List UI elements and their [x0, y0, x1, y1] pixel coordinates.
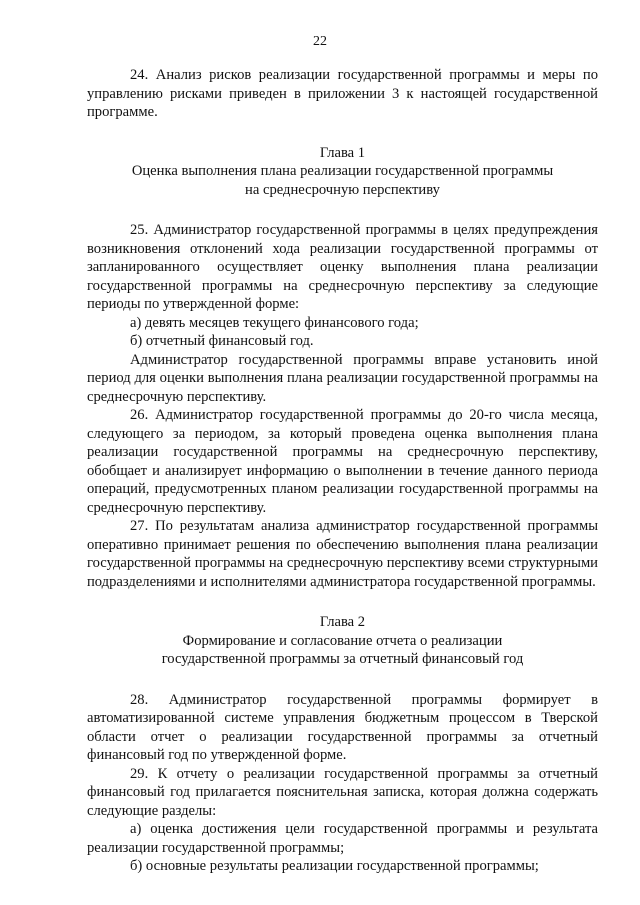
chapter-2-title-line-2: государственной программы за отчетный финансовый год [161, 651, 524, 667]
paragraph-24: 24. Анализ рисков реализации государственной программы и меры по управлению рисками приведен в приложении 3 к настоящей государственной программе. [87, 67, 598, 120]
chapter-1-number: Глава 1 [319, 144, 366, 161]
paragraph-25: 25. Администратор государственной программы в целях предупреждения возникновения отклонений хода реализации государственной программы от запланированного осуществляет оценку выполнения плана реализации государственной программы на среднесрочную перспективу за следующие периоды по утвержденной форме: [87, 222, 598, 312]
paragraph-27: 27. По результатам анализа администратор государственной программы оперативно принимает решения по обеспечению выполнения плана реализации государственной программы на среднесрочную перспективу всеми структурными подразделениями и исполнителями администратора государственной программы. [87, 518, 598, 590]
chapter-1-title-line-2: на среднесрочную перспективу [245, 181, 440, 198]
chapter-2-number: Глава 2 [319, 614, 366, 630]
document-body [87, 66, 598, 876]
paragraph-28: 28. Администратор государственной программы формирует в автоматизированной системе управления бюджетным процессом в Тверской области отчет о реализации государственной программы за отчетный финансовый год по утвержденной форме. [87, 691, 598, 763]
paragraph-29: 29. К отчету о реализации государственной программы за отчетный финансовый год прилагается пояснительная записка, которая должна содержать следующие разделы: [87, 765, 598, 819]
page-number: 22 [313, 34, 327, 49]
list-item-a-goal-assessment: а) оценка достижения цели государственной программы и результата реализации государственной программы; [87, 821, 598, 856]
list-item-b-main-results: б) основные результаты реализации государственной программы; [130, 858, 539, 874]
paragraph-administrator-period: Администратор государственной программы вправе установить иной период для оценки выполнения плана реализации государственной программы на среднесрочную перспективу. [87, 351, 598, 405]
chapter-1-title-line-1: Оценка выполнения плана реализации государственной программы [131, 163, 554, 179]
list-item-b-reporting-year: б) отчетный финансовый год. [130, 333, 314, 349]
chapter-2-title-line-1: Формирование и согласование отчета о реализации [182, 632, 503, 649]
list-item-a-nine-months: а) девять месяцев текущего финансового года; [130, 314, 419, 331]
paragraph-26: 26. Администратор государственной программы до 20-го числа месяца, следующего за периодом, за который проведена оценка выполнения плана реализации государственной программы на среднесрочную перспективу, обобщает и анализирует информацию о выполнении в течение данного периода операций, предусмотренных планом реализации государственной программы на среднесрочную перспективу. [87, 407, 598, 516]
